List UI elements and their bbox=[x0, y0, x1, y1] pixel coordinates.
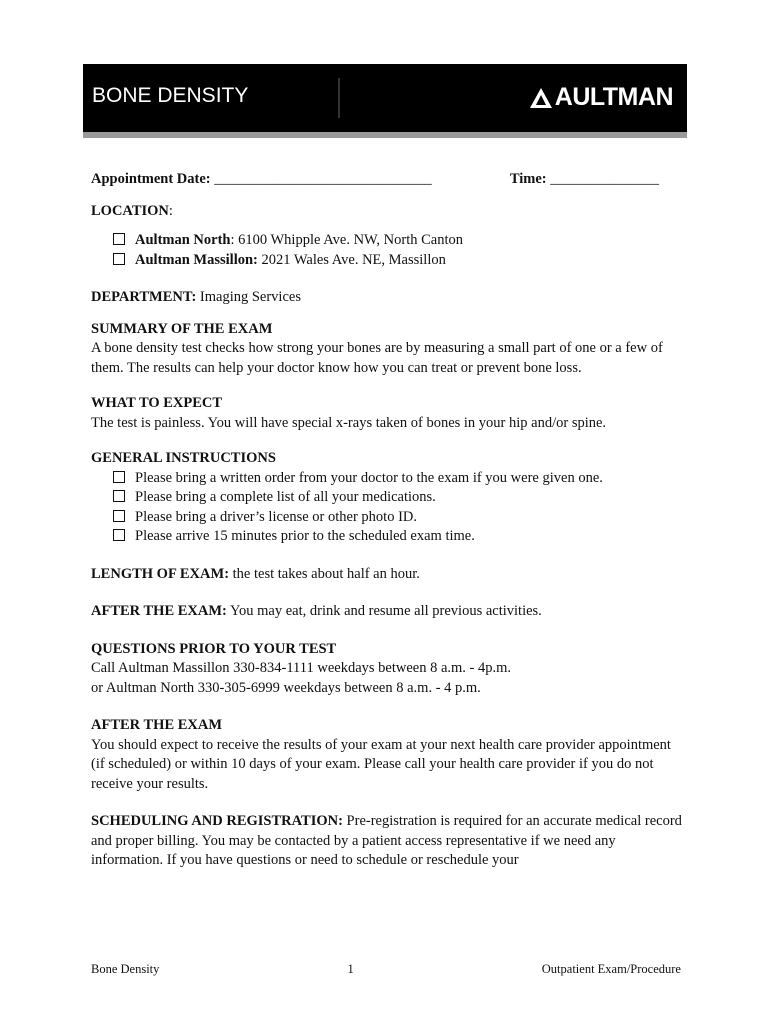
instruction-item: Please arrive 15 minutes prior to the scheduled exam time. bbox=[113, 527, 686, 547]
logo-text: AULTMAN bbox=[554, 83, 673, 111]
appointment-date-blank: ______________________________ bbox=[214, 171, 432, 187]
questions-line-1: Call Aultman Massillon 330-834-1111 weekdays between 8 a.m. - 4p.m. bbox=[91, 660, 512, 676]
questions-heading: QUESTIONS PRIOR TO YOUR TEST bbox=[91, 640, 337, 657]
checkbox-icon[interactable] bbox=[113, 490, 125, 502]
page-footer bbox=[91, 962, 681, 977]
header-shadow-bar bbox=[83, 132, 687, 138]
after-exam-heading: AFTER THE EXAM bbox=[91, 717, 223, 733]
expect-heading: WHAT TO EXPECT bbox=[91, 395, 223, 411]
location-list bbox=[113, 231, 686, 270]
location-heading: LOCATION: bbox=[91, 202, 173, 219]
instruction-item: Please bring a written order from your doctor to the exam if you were given one. bbox=[113, 469, 686, 489]
instruction-item: Please bring a complete list of all your medications. bbox=[113, 488, 686, 508]
header-banner bbox=[83, 64, 687, 132]
after-exam-short-line: AFTER THE EXAM: You may eat, drink and resume all previous activities. bbox=[91, 603, 542, 619]
appointment-time-field[interactable] bbox=[510, 170, 659, 190]
checkbox-icon[interactable] bbox=[113, 471, 125, 483]
document-title: BONE DENSITY bbox=[92, 84, 249, 107]
department-line: DEPARTMENT: Imaging Services bbox=[91, 289, 301, 305]
checkbox-icon[interactable] bbox=[113, 253, 125, 265]
scheduling-paragraph: SCHEDULING AND REGISTRATION: Pre-registration is required for an accurate medical record and proper billing. You may be contacted by a patient access representative if we need any information. If you have questions or need to schedule or reschedule your bbox=[91, 813, 682, 868]
summary-heading: SUMMARY OF THE EXAM bbox=[91, 320, 273, 337]
location-option-north: Aultman North: 6100 Whipple Ave. NW, North Canton bbox=[113, 231, 686, 251]
instructions-list bbox=[113, 469, 686, 547]
appointment-time-label: Time: bbox=[509, 171, 547, 187]
appointment-row bbox=[91, 170, 659, 190]
appointment-time-blank: _______________ bbox=[550, 171, 659, 187]
summary-text: A bone density test checks how strong your bones are by measuring a small part of one or a few of them. The results can help your doctor know how you can treat or prevent bone loss. bbox=[91, 340, 663, 376]
page-number: 1 bbox=[347, 962, 354, 976]
expect-text: The test is painless. You will have special x-rays taken of bones in your hip and/or spine. bbox=[91, 414, 607, 431]
aultman-logo-icon bbox=[529, 86, 553, 110]
instructions-heading: GENERAL INSTRUCTIONS bbox=[91, 450, 276, 466]
appointment-date-label: Appointment Date: bbox=[91, 171, 211, 187]
footer-right: Outpatient Exam/Procedure bbox=[541, 962, 681, 976]
document-body bbox=[91, 170, 686, 871]
footer-left: Bone Density bbox=[91, 962, 160, 976]
appointment-date-field[interactable] bbox=[91, 170, 432, 190]
checkbox-icon[interactable] bbox=[113, 529, 125, 541]
questions-line-2: or Aultman North 330-305-6999 weekdays between 8 a.m. - 4 p.m. bbox=[91, 679, 481, 696]
aultman-logo bbox=[529, 83, 673, 112]
checkbox-icon[interactable] bbox=[113, 233, 125, 245]
header-divider bbox=[338, 78, 340, 118]
after-exam-text: You should expect to receive the results of your exam at your next health care provider appointment (if scheduled) or within 10 days of your exam. Please call your health care provider if you do not receive your results. bbox=[91, 736, 671, 792]
checkbox-icon[interactable] bbox=[113, 510, 125, 522]
instruction-item: Please bring a driver’s license or other photo ID. bbox=[113, 508, 686, 528]
location-option-massillon: Aultman Massillon: 2021 Wales Ave. NE, Massillon bbox=[113, 251, 686, 271]
length-line: LENGTH OF EXAM: the test takes about half an hour. bbox=[91, 565, 420, 582]
